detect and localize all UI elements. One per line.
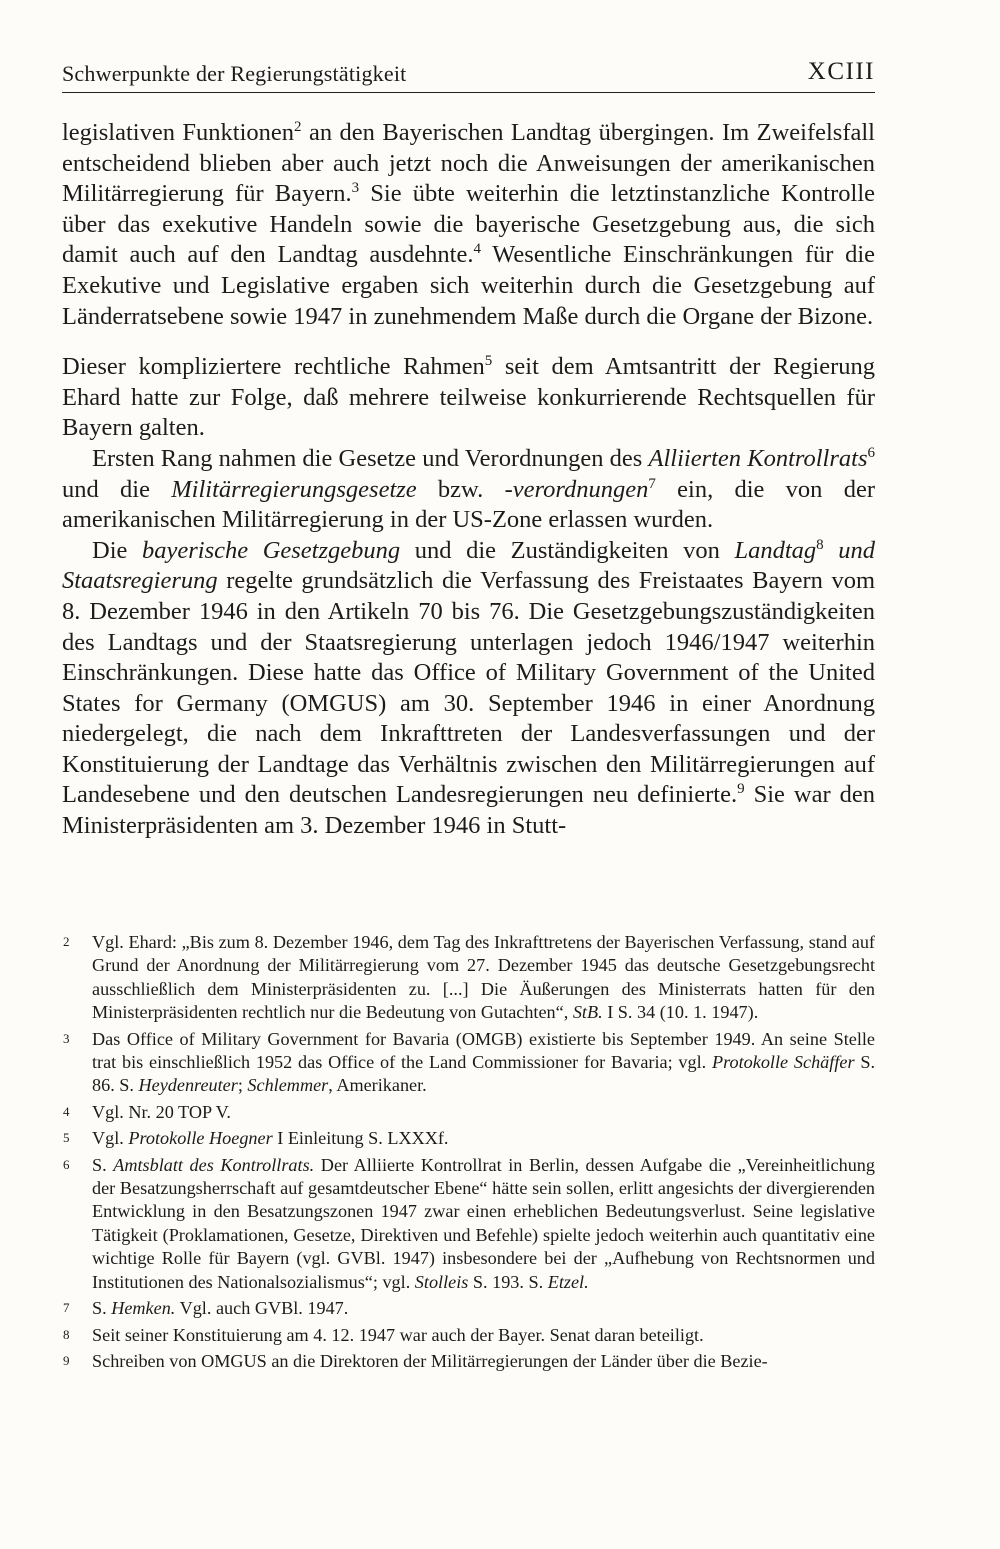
- italic-run: Protokolle Schäffer: [712, 1052, 855, 1073]
- italic-run: Amtsblatt des Kontrollrats.: [113, 1154, 315, 1175]
- italic-run: und Staatsregierung: [62, 536, 875, 595]
- footnote-8: [62, 1324, 875, 1347]
- italic-run: Protokolle Hoegner: [128, 1128, 273, 1149]
- text-run: I S. 34 (10. 1. 1947).: [602, 1002, 759, 1023]
- italic-run: Etzel.: [547, 1271, 589, 1292]
- text-run: , Amerikaner.: [328, 1075, 427, 1096]
- text-run: seit dem Amtsantritt der Regierung Ehard hatte zur Folge, daß mehrere teilweise konkurrierende Rechtsquellen für Bayern galten.: [62, 353, 876, 442]
- footnote-9: [62, 1350, 875, 1373]
- paragraph-3: [62, 444, 875, 536]
- page-header: [62, 58, 875, 93]
- footnote-2: [62, 931, 875, 1025]
- text-run: S.: [92, 1154, 114, 1175]
- paragraph-2: [62, 352, 875, 444]
- footnote-number: 3: [63, 1030, 70, 1046]
- footnote-number: 7: [63, 1300, 70, 1316]
- footnote-ref: 8: [816, 536, 824, 553]
- text-run: bzw.: [416, 475, 505, 503]
- text-run: Seit seiner Konstituierung am 4. 12. 1947 war auch der Bayer. Senat daran beteiligt.: [92, 1324, 704, 1345]
- text-run: S.: [92, 1298, 112, 1319]
- text-run: I Einleitung S. LXXXf.: [272, 1128, 449, 1149]
- italic-run: -verordnungen: [504, 475, 649, 503]
- footnote-6: [62, 1154, 875, 1294]
- text-run: Dieser kompliziertere rechtliche Rahmen: [62, 353, 485, 381]
- text-run: ein, die von der amerikanischen Militärregierung in der US-Zone erlassen wurden.: [62, 475, 875, 534]
- footnote-7: [62, 1297, 875, 1320]
- text-run: Ersten Rang nahmen die Gesetze und Verordnungen des: [92, 444, 649, 472]
- footnote-number: 4: [63, 1103, 70, 1119]
- footnote-number: 8: [63, 1326, 70, 1342]
- italic-run: Landtag: [734, 536, 817, 564]
- footnote-number: 9: [63, 1352, 70, 1368]
- text-run: legislativen Funktionen: [62, 119, 295, 146]
- text-run: regelte grundsätzlich die Verfassung des Freistaates Bayern vom 8. Dezember 1946 in den Artikeln 70 bis 76. Die Gesetzgebungszuständigkeiten des Landtags und der Staatsregierung unterlagen jedoch 1946/1947 weiterhin Einschränkungen. Diese hatte das Office of Military Government of the United States for Germany (OMGUS) am 30. September 1946 in einer Anordnung niedergelegt, die nach dem Inkrafttreten der Landesverfassungen und der Konstituierung der Landtage das Verhältnis zwischen den Militärregierungen auf Landesebene und den deutschen Landesregierungen neu definierte.: [62, 567, 875, 809]
- italic-run: Stolleis: [414, 1271, 469, 1292]
- text-run: und die: [62, 475, 172, 503]
- footnote-3: [62, 1028, 875, 1098]
- text-run: Der Alliierte Kontrollrat in Berlin, dessen Aufgabe die „Vereinheitlichung der Besatzungsherrschaft auf gesamtdeutscher Ebene“ hätte sein sollen, erlitt angesichts der divergierenden Entwicklung in den Besatzungszonen 1947 zwar einen erheblichen Bedeutungsverlust. Seine legislative Tätigkeit (Proklamationen, Gesetze, Direktiven und Befehle) spielte jedoch weiterhin auch quantitativ eine wichtige Rolle für Bayern (vgl. GVBl. 1947) insbesondere bei der „Aufhebung von Rechtsnormen und Institutionen des Nationalsozialismus“; vgl.: [92, 1154, 875, 1292]
- paragraph-1: [62, 118, 875, 332]
- footnote-5: [62, 1127, 875, 1150]
- footnote-ref: 3: [351, 180, 360, 197]
- italic-run: bayerische Gesetzgebung: [141, 536, 401, 564]
- footnote-ref: 2: [294, 119, 302, 135]
- footnote-number: 2: [63, 934, 70, 949]
- text-run: Das Office of Military Government for Bavaria (OMGB) existierte bis September 1949. An seine Stelle trat bis einschließlich 1952 das Office of the Land Commissioner for Bavaria; vgl.: [92, 1028, 875, 1073]
- text-run: Die: [92, 536, 142, 564]
- text-run: S. 86. S.: [92, 1052, 875, 1096]
- italic-run: Hemken.: [111, 1298, 176, 1319]
- text-run: Vgl. auch GVBl. 1947.: [175, 1298, 349, 1319]
- footnote-ref: 7: [648, 475, 656, 492]
- text-run: Sie übte weiterhin die letztinstanzliche Kontrolle über das exekutive Handeln sowie die bayerische Gesetzgebung aus, die sich damit auch auf den Landtag ausdehnte.: [62, 180, 875, 269]
- footnote-4: [62, 1101, 875, 1124]
- footnote-ref: 5: [484, 353, 493, 370]
- text-run: an den Bayerischen Landtag übergingen. Im Zweifelsfall entscheidend blieben aber auch jetzt noch die Anweisungen der amerikanischen Militärregierung für Bayern.: [62, 119, 875, 208]
- text-run: Vgl. Nr. 20 TOP V.: [92, 1101, 231, 1122]
- footnote-ref: 4: [473, 241, 481, 258]
- footnotes: [62, 931, 875, 1376]
- footnote-number: 5: [63, 1130, 70, 1146]
- text-run: S. 193. S.: [468, 1271, 548, 1292]
- footnote-ref: 9: [737, 781, 745, 798]
- running-title: Schwerpunkte der Regierungstätigkeit: [62, 61, 407, 86]
- paragraph-4: [62, 536, 875, 842]
- text-run: und die Zuständigkeiten von: [400, 536, 735, 564]
- text-run: Vgl. Ehard: „Bis zum 8. Dezember 1946, dem Tag des Inkrafttretens der Bayerischen Verfassung, stand auf Grund der Anordnung der Militärregierung vom 27. Dezember 1945 das deutsche Gesetzgebungsrecht ausschließlich dem Ministerpräsidenten zu. [...] Die Äußerungen des Ministerrats hatten für den Ministerpräsidenten rechtlich nur die Bedeutung von Gutachten“,: [92, 932, 875, 1023]
- footnote-number: 6: [63, 1156, 70, 1172]
- italic-run: Heydenreuter: [138, 1075, 238, 1096]
- text-run: ;: [237, 1075, 248, 1096]
- text-run: Schreiben von OMGUS an die Direktoren der Militärregierungen der Länder über die Bezie-: [92, 1350, 768, 1371]
- text-run: Sie war den Ministerpräsidenten am 3. Dezember 1946 in Stutt-: [62, 781, 875, 840]
- footnote-ref: 6: [867, 444, 875, 461]
- italic-run: Schlemmer: [247, 1075, 329, 1096]
- text-run: Wesentliche Einschränkungen für die Exekutive und Legislative ergaben sich weiterhin durch die Gesetzgebung auf Länderratsebene sowie 1947 in zunehmendem Maße durch die Organe der Bizone.: [62, 241, 876, 330]
- page-number: XCIII: [807, 58, 875, 85]
- text-run: Vgl.: [92, 1128, 129, 1149]
- main-text: [62, 118, 875, 842]
- italic-run: Alliierten Kontrollrats: [648, 444, 868, 472]
- italic-run: StB.: [572, 1002, 603, 1023]
- italic-run: Militärregierungsgesetze: [171, 475, 417, 503]
